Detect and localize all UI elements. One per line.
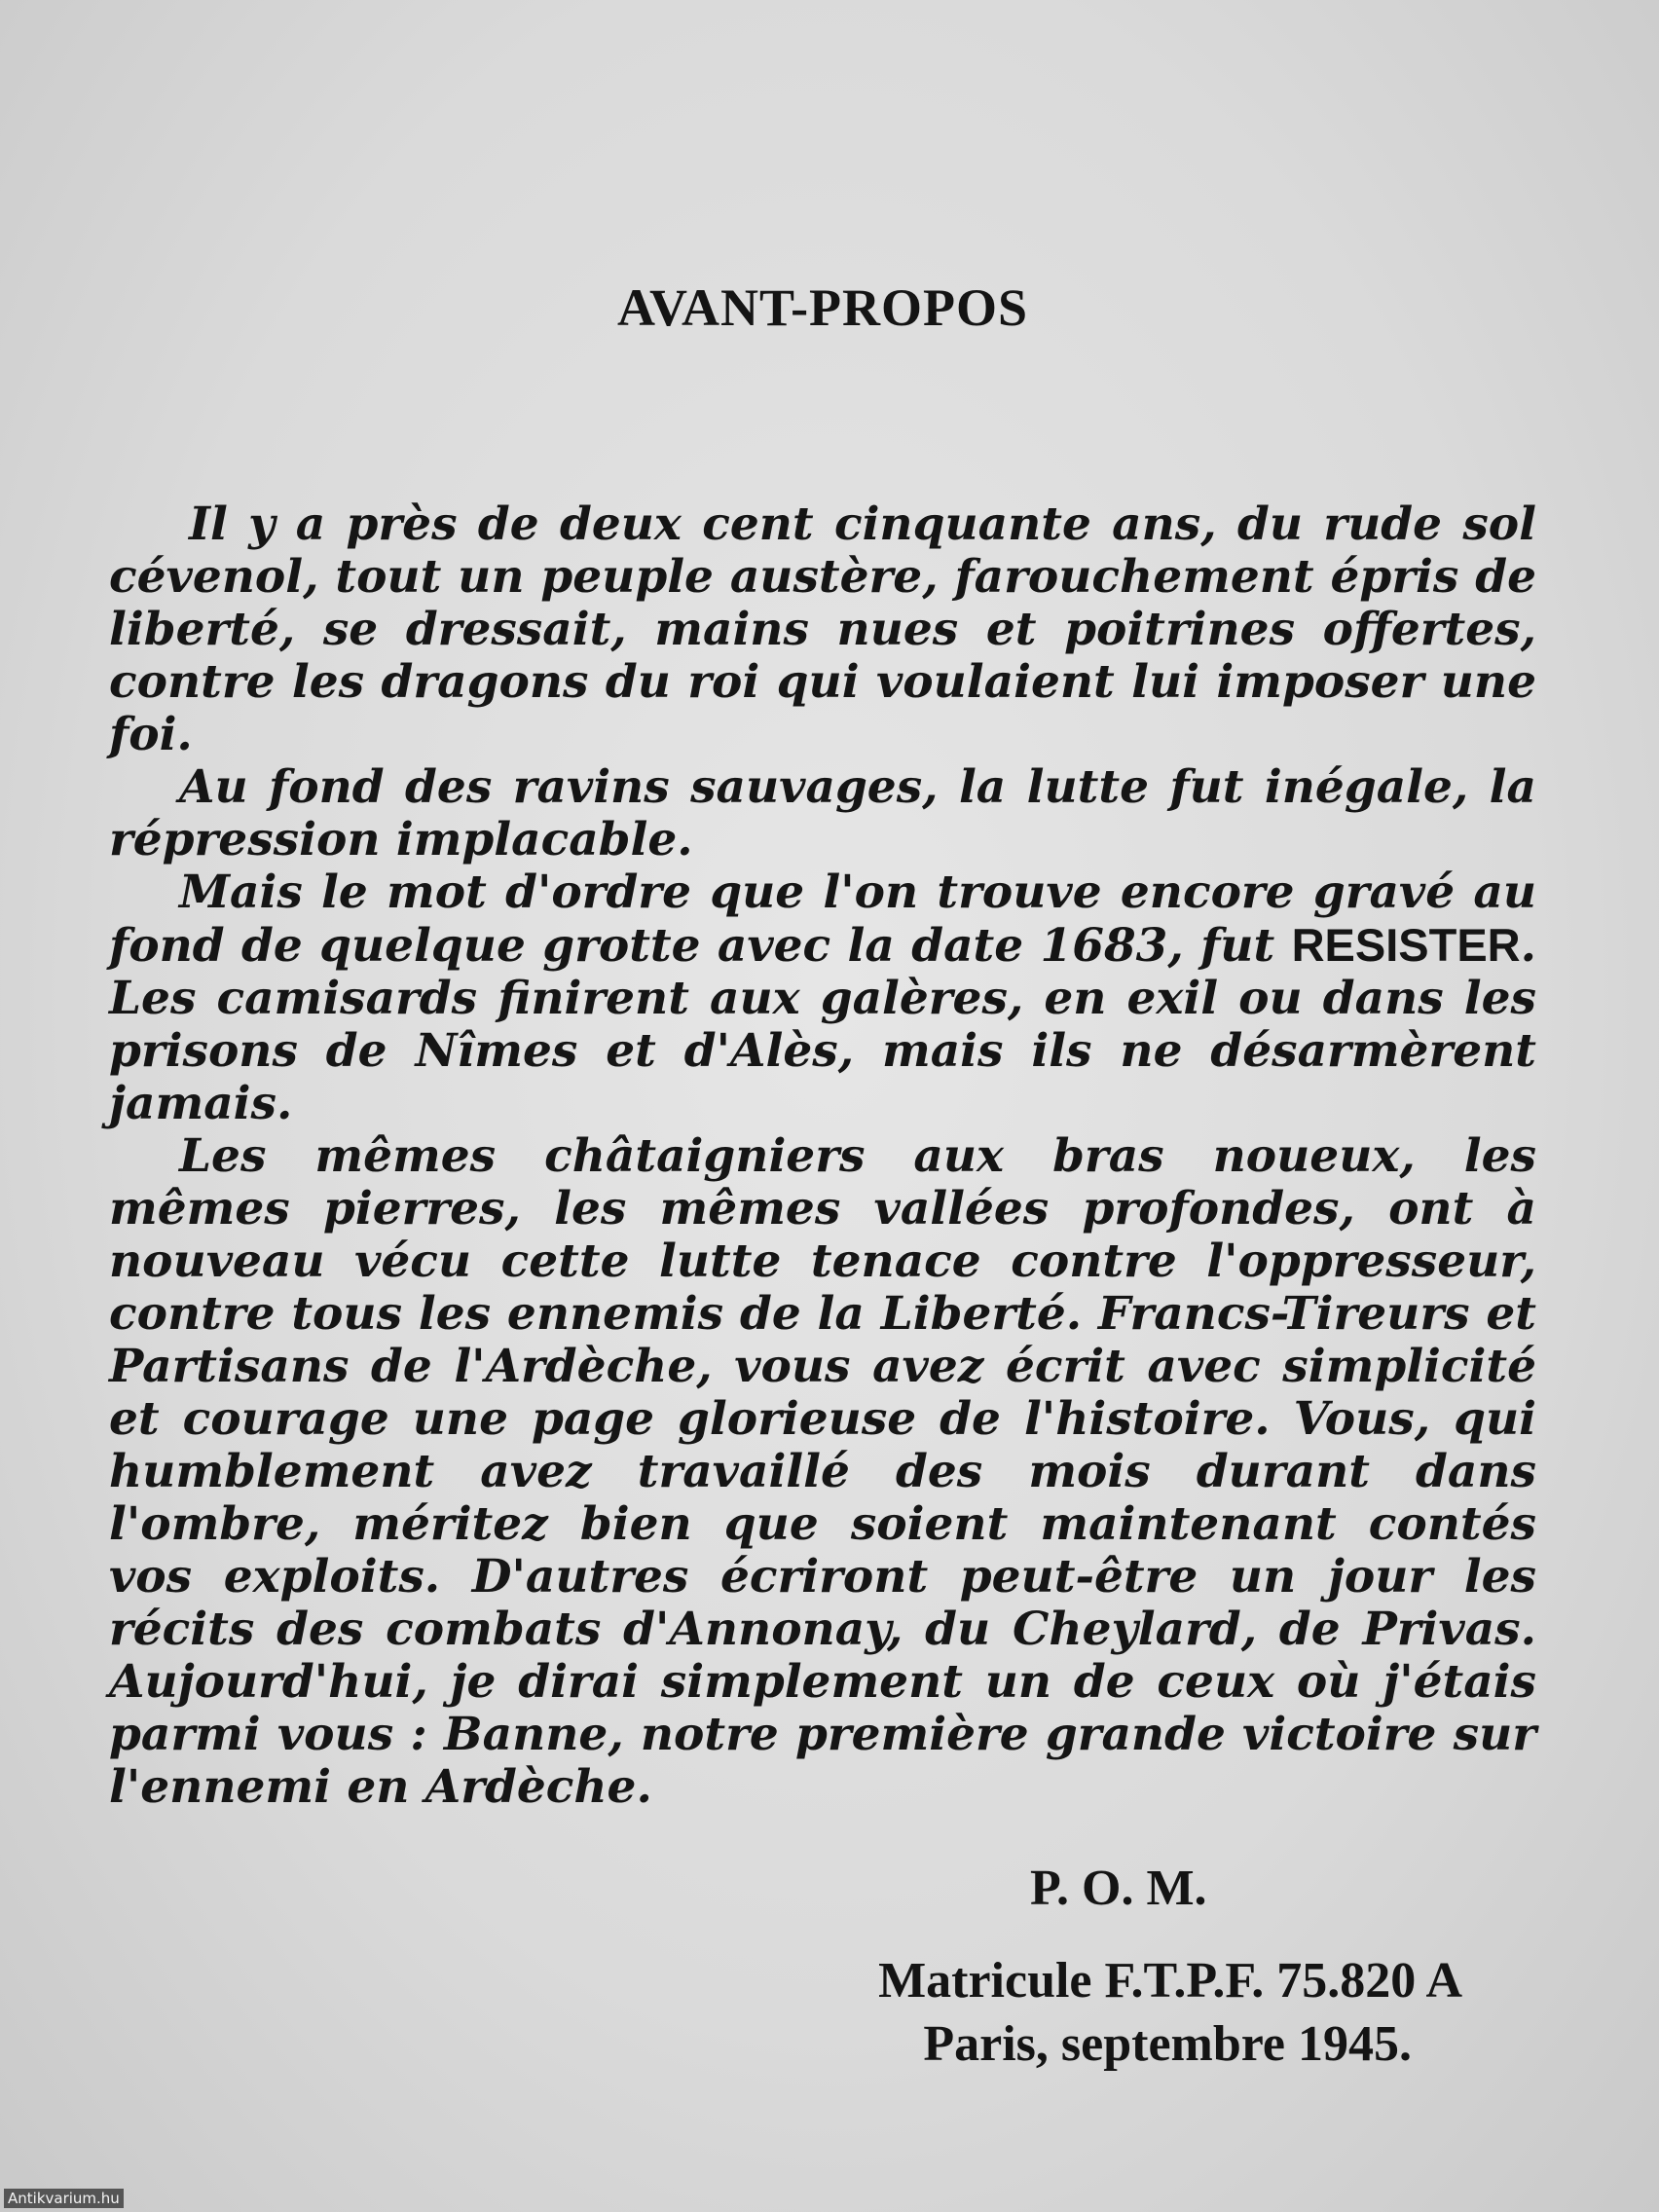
- emphasis-resister: RESISTER: [1291, 919, 1521, 971]
- paragraph-1: Il y a près de deux cent cinquante ans, du rude sol cévenol, tout un peuple austère, farouchement épris de liberté, se dressait, mains nues et poitrines offertes, contre les dragons du roi qui voulaient lui imposer une foi.: [109, 498, 1536, 761]
- paragraph-4: Les mêmes châtaigniers aux bras noueux, les mêmes pierres, les mêmes vallées profondes, ont à nouveau vécu cette lutte tenace contre l'oppresseur, contre tous les ennemis de la Liberté. Francs-Tireurs et Partisans de l'Ardèche, vous avez écrit avec simplicité et courage une page glorieuse de l'histoire. Vous, qui humblement avez travaillé des mois durant dans l'ombre, méritez bien que soient maintenant contés vos exploits. D'autres écriront peut-être un jour les récits des combats d'Annonay, du Cheylard, de Privas. Aujourd'hui, je dirai simplement un de ceux où j'étais parmi vous : Banne, notre première grande victoire sur l'ennemi en Ardèche.: [109, 1129, 1536, 1814]
- paragraph-2: Au fond des ravins sauvages, la lutte fut inégale, la répression implacable.: [109, 760, 1536, 866]
- paragraph-3: [109, 866, 1536, 1130]
- place-date: Paris, septembre 1945.: [923, 2016, 1412, 2072]
- author-signature: P. O. M.: [1030, 1861, 1207, 1916]
- author-matricule: Matricule F.T.P.F. 75.820 A: [878, 1953, 1462, 2009]
- paragraph-3-text-start: Mais le mot d'ordre que l'on trouve encore gravé au fond de quelque grotte avec la date 1683, fut: [109, 866, 1536, 973]
- watermark: Antikvarium.hu: [4, 2189, 124, 2208]
- page-title: AVANT-PROPOS: [616, 278, 1029, 337]
- foreword-body: [109, 498, 1536, 1814]
- paragraph-3-text-end: . Les camisards finirent aux galères, en exil ou dans les prisons de Nîmes et d'Alès, mais ils ne désarmèrent jamais.: [109, 919, 1536, 1130]
